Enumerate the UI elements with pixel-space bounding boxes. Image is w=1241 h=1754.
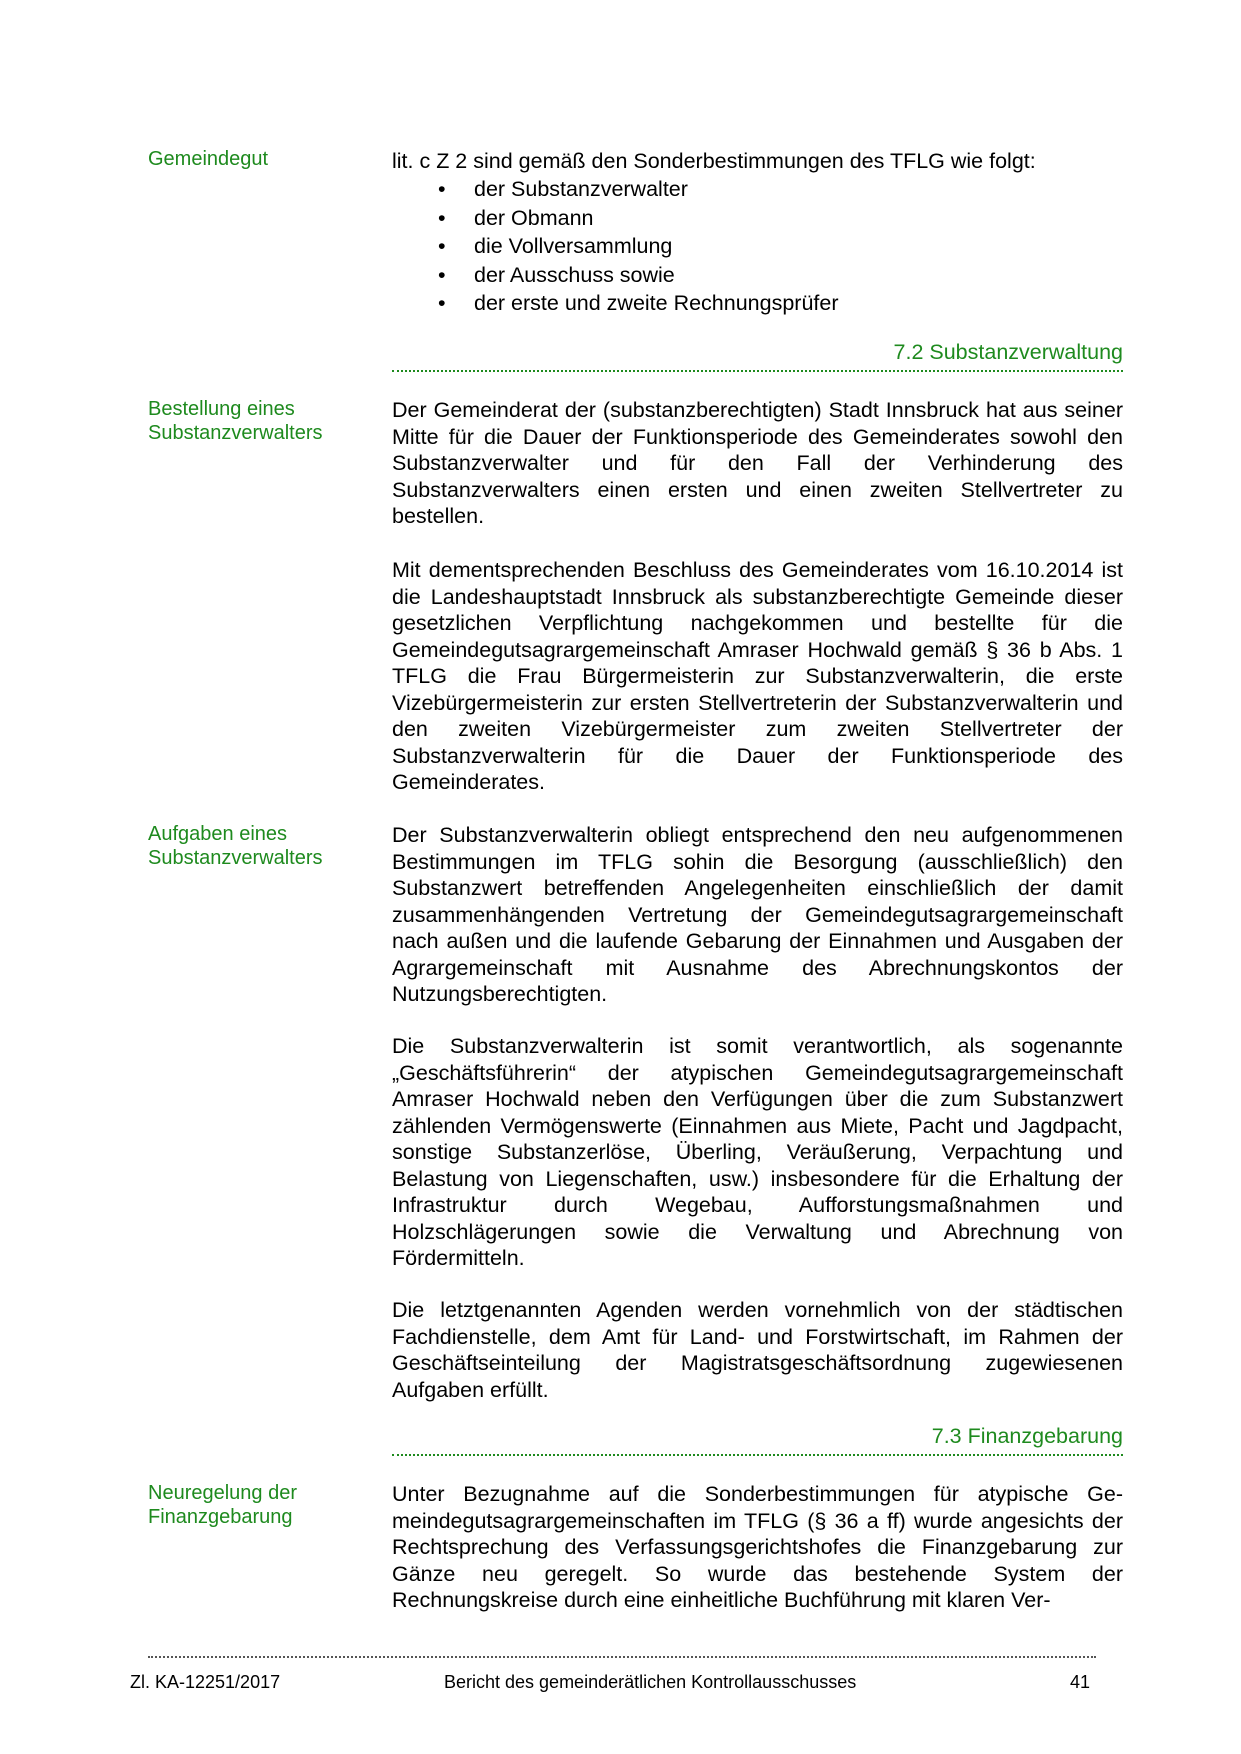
- section-heading-7-3: 7.3 Finanzgebarung: [931, 1424, 1123, 1448]
- paragraph: Der Substanzverwalterin obliegt entsprechend den neu aufgenommenen Bestimmungen im TFLG sohin die Besorgung (ausschließlich) den Substanzwert betreffenden Angelegenheiten einschließlich der damit zusammenhängenden Vertretung der Gemeindegutsagrargemeinschaft nach außen und die laufende Gebarung der Einnahmen und Ausgaben der Agrargemeinschaft mit Ausnahme des Abrechnungskontos der Nutzungsberechtigten.: [392, 823, 1123, 1006]
- page-number: 41: [1070, 1672, 1091, 1692]
- paragraph: Die Substanzverwalterin ist somit verantwortlich, als sogenannte „Geschäftsführerin“ der atypischen Gemeindegutsagrargemeinschaft Amraser Hochwald neben den Verfügungen über die zum Substanzwert zählenden Vermögenswerte (Einnahmen aus Miete, Pacht und Jagdpacht, sonstige Substanzerlöse, Überling, Veräußerung, Verpachtung und Belastung von Liegenschaften, usw.) insbesondere für die Erhaltung der Infrastruktur durch Wegebau, Aufforstungsmaßnahmen und Holzschlägerungen sowie die Verwaltung und Abrechnung von Fördermitteln.: [392, 1034, 1123, 1270]
- heading-divider: [392, 370, 1123, 372]
- list-item: • der erste und zweite Rechnungsprüfer: [438, 289, 839, 318]
- footer-title: Bericht des gemeinderätlichen Kontrollausschusses: [444, 1672, 857, 1692]
- heading-divider: [392, 1454, 1123, 1456]
- list-item: • die Vollversammlung: [438, 232, 839, 261]
- sidenote-gemeindegut: Gemeindegut: [148, 148, 269, 170]
- list-item: • der Obmann: [438, 204, 839, 233]
- organ-list: [438, 175, 839, 318]
- paragraph: Die letztgenannten Agenden werden vornehmlich von der städtischen Fachdienstelle, dem Amt für Land- und Forstwirtschaft, im Rahmen der Geschäftseinteilung der Magistratsgeschäftsordnung zugewiesenen Aufgaben erfüllt.: [392, 1298, 1123, 1402]
- footer-divider: [148, 1656, 1096, 1658]
- sidenote-neuregelung: Neuregelung der Finanzgebarung: [148, 1482, 297, 1528]
- footer-reference: Zl. KA-12251/2017: [130, 1672, 281, 1692]
- paragraph: Unter Bezugnahme auf die Sonderbestimmungen für atypische Gemeindegutsagrargemeinschaften im TFLG (§ 36 a ff) wurde angesichts der Rechtsprechung des Verfassungsgerichtshofes die Finanzgebarung zur Gänze neu geregelt. So wurde das bestehende System der Rechnungskreise durch eine einheitliche Buchführung mit klaren Ver-: [392, 1482, 1123, 1612]
- list-item: • der Substanzverwalter: [438, 175, 839, 204]
- paragraph: Mit dementsprechenden Beschluss des Gemeinderates vom 16.10.2014 ist die Landeshauptstadt Innsbruck als substanzberechtigte Gemeinde dieser gesetzlichen Verpflichtung nachgekommen und bestellte für die Gemeindegutsagrargemeinschaft Amraser Hochwald gemäß § 36 b Abs. 1 TFLG die Frau Bürgermeisterin zur Substanzverwalterin, die erste Vizebürgermeisterin zur ersten Stellvertreterin der Substanzverwalterin und den zweiten Vizebürgermeister zum zweiten Stellvertreter der Substanzverwalterin für die Dauer der Funktionsperiode des Gemeinderates.: [392, 558, 1123, 794]
- sidenote-bestellung: Bestellung eines Substanzverwalters: [148, 398, 323, 444]
- paragraph: Der Gemeinderat der (substanzberechtigten) Stadt Innsbruck hat aus seiner Mitte für die Dauer der Funktionsperiode des Gemeinderates sowohl den Substanzverwalter und für den Fall der Verhinderung des Substanzverwalters einen ersten und einen zweiten Stellvertreter zu bestellen.: [392, 398, 1123, 528]
- list-item: • der Ausschuss sowie: [438, 261, 839, 290]
- sidenote-aufgaben: Aufgaben eines Substanzverwalters: [148, 823, 323, 869]
- section-heading-7-2: 7.2 Substanzverwaltung: [893, 340, 1123, 364]
- intro-text: lit. c Z 2 sind gemäß den Sonderbestimmungen des TFLG wie folgt:: [392, 149, 1036, 173]
